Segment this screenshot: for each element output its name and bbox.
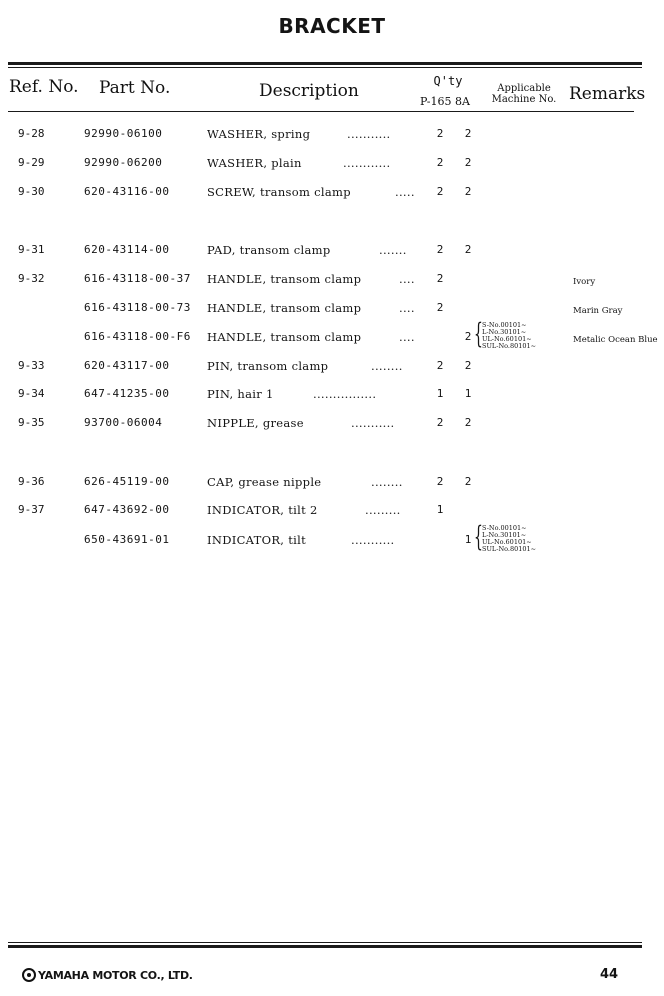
part-no: 616-43118-00-73	[84, 301, 191, 314]
qty-1: 2	[436, 359, 444, 372]
qty-1: 2	[436, 127, 444, 140]
leader-dots: .......	[379, 243, 407, 257]
applicable-machine-no: UL-No.60101~	[482, 538, 532, 546]
company-footer	[22, 968, 193, 982]
description-text: PAD, transom clamp	[207, 243, 331, 257]
applicable-machine-no: SUL-No.80101~	[482, 342, 537, 350]
header-description: Description	[259, 81, 359, 101]
table-row	[0, 127, 664, 147]
part-no: 647-41235-00	[84, 387, 170, 400]
description	[207, 243, 407, 257]
description	[207, 533, 395, 547]
table-row	[0, 533, 664, 553]
ref-no: 9-37	[18, 503, 45, 516]
qty-2: 2	[464, 156, 472, 169]
leader-dots: ....	[399, 301, 415, 315]
table-row	[0, 272, 664, 292]
description	[207, 503, 401, 517]
part-no: 616-43118-00-37	[84, 272, 191, 285]
remark: Metalic Ocean Blue	[573, 335, 658, 345]
description-text: INDICATOR, tilt 2	[207, 503, 318, 517]
top-rule-thick	[8, 62, 642, 65]
qty-1: 2	[436, 272, 444, 285]
part-no: 620-43116-00	[84, 185, 170, 198]
page-title: BRACKET	[278, 14, 386, 38]
qty-1: 2	[436, 416, 444, 429]
table-row	[0, 243, 664, 263]
ref-no: 9-31	[18, 243, 45, 256]
applicable-machine-no: L-No.30101~	[482, 531, 527, 539]
ref-no: 9-33	[18, 359, 45, 372]
table-row	[0, 416, 664, 436]
applicable-machine-no: S-No.00101~	[482, 321, 527, 329]
table-row	[0, 475, 664, 495]
leader-dots: .........	[365, 503, 401, 517]
description-text: NIPPLE, grease	[207, 416, 304, 430]
bottom-rule-thin	[8, 942, 642, 943]
bottom-rule-thick	[8, 945, 642, 948]
leader-dots: ............	[343, 156, 391, 170]
leader-dots: ...........	[351, 533, 395, 547]
ref-no: 9-35	[18, 416, 45, 429]
description-text: HANDLE, transom clamp	[207, 301, 362, 315]
header-remarks: Remarks	[569, 84, 646, 104]
applicable-machine-no: SUL-No.80101~	[482, 545, 537, 553]
description	[207, 416, 395, 430]
qty-1: 2	[436, 301, 444, 314]
part-no: 647-43692-00	[84, 503, 170, 516]
applicable-machine-no: UL-No.60101~	[482, 335, 532, 343]
applicable-machine-no: L-No.30101~	[482, 328, 527, 336]
brace: {	[474, 520, 483, 553]
ref-no: 9-32	[18, 272, 45, 285]
header-applicable-line1: Applicable	[497, 83, 551, 94]
header-qty: Q'ty	[433, 74, 463, 88]
description	[207, 127, 391, 141]
part-no: 650-43691-01	[84, 533, 170, 546]
qty-2: 2	[464, 359, 472, 372]
qty-1: 2	[436, 156, 444, 169]
leader-dots: ....	[399, 330, 415, 344]
header-part-no: Part No.	[99, 78, 171, 98]
leader-dots: ....	[399, 272, 415, 286]
part-no: 616-43118-00-F6	[84, 330, 191, 343]
description	[207, 272, 415, 286]
part-no: 620-43117-00	[84, 359, 170, 372]
description-text: WASHER, spring	[207, 127, 311, 141]
description-text: SCREW, transom clamp	[207, 185, 351, 199]
description-text: INDICATOR, tilt	[207, 533, 307, 547]
qty-2: 2	[464, 185, 472, 198]
leader-dots: ................	[313, 387, 377, 401]
description	[207, 330, 415, 344]
ref-no: 9-28	[18, 127, 45, 140]
part-no: 92990-06100	[84, 127, 163, 140]
part-no: 93700-06004	[84, 416, 163, 429]
qty-2: 1	[464, 387, 472, 400]
remark: Marin Gray	[573, 306, 623, 316]
qty-1: 2	[436, 475, 444, 488]
applicable-machine-list	[482, 525, 536, 553]
table-row	[0, 359, 664, 379]
header-model: P-165 8A	[420, 95, 470, 108]
qty-2: 1	[464, 533, 472, 546]
description	[207, 185, 415, 199]
table-row	[0, 330, 664, 350]
description	[207, 301, 415, 315]
description-text: HANDLE, transom clamp	[207, 330, 362, 344]
company-name: YAMAHA MOTOR CO., LTD.	[38, 969, 193, 982]
description	[207, 387, 377, 401]
applicable-machine-no: S-No.00101~	[482, 524, 527, 532]
top-rule-thin	[8, 67, 642, 68]
qty-1: 2	[436, 185, 444, 198]
qty-1: 1	[436, 503, 444, 516]
description-text: PIN, transom clamp	[207, 359, 329, 373]
description-text: HANDLE, transom clamp	[207, 272, 362, 286]
part-no: 92990-06200	[84, 156, 163, 169]
leader-dots: .....	[395, 185, 415, 199]
table-row	[0, 301, 664, 321]
header-applicable	[488, 83, 560, 105]
description-text: PIN, hair 1	[207, 387, 274, 401]
description	[207, 475, 403, 489]
remark: Ivory	[573, 277, 596, 287]
table-row	[0, 156, 664, 176]
qty-2: 2	[464, 475, 472, 488]
table-row	[0, 503, 664, 523]
ref-no: 9-34	[18, 387, 45, 400]
leader-dots: ...........	[347, 127, 391, 141]
qty-1: 2	[436, 243, 444, 256]
page-number: 44	[600, 967, 619, 982]
ref-no: 9-30	[18, 185, 45, 198]
description-text: WASHER, plain	[207, 156, 302, 170]
leader-dots: ...........	[351, 416, 395, 430]
brace: {	[474, 317, 483, 350]
qty-1: 1	[436, 387, 444, 400]
description	[207, 359, 403, 373]
leader-dots: ........	[371, 359, 403, 373]
part-no: 620-43114-00	[84, 243, 170, 256]
ref-no: 9-29	[18, 156, 45, 169]
ref-no: 9-36	[18, 475, 45, 488]
header-applicable-line2: Machine No.	[491, 94, 557, 105]
description-text: CAP, grease nipple	[207, 475, 322, 489]
header-rule	[8, 111, 634, 112]
qty-2: 2	[464, 330, 472, 343]
description	[207, 156, 391, 170]
applicable-machine-list	[482, 322, 536, 350]
table-row	[0, 387, 664, 407]
header-ref-no: Ref. No.	[9, 77, 79, 97]
leader-dots: ........	[371, 475, 403, 489]
qty-2: 2	[464, 127, 472, 140]
qty-2: 2	[464, 416, 472, 429]
part-no: 626-45119-00	[84, 475, 170, 488]
table-row	[0, 185, 664, 205]
qty-2: 2	[464, 243, 472, 256]
yamaha-logo-icon	[22, 968, 36, 982]
